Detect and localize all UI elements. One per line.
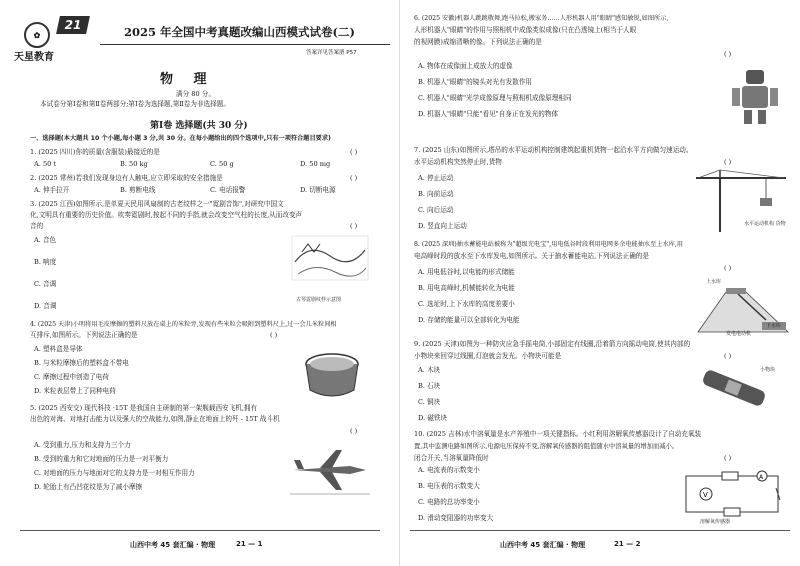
question-7-line-1: 7. (2025 山东)如图所示,塔吊的水平运动机构控制建筑起重机货物一起沿水平方向做匀速运动。 xyxy=(414,146,693,154)
answer-bracket: ( ) xyxy=(350,222,358,230)
question-2-option-d: D. 切断电源 xyxy=(300,186,336,194)
ancient-pattern-figure xyxy=(290,232,370,294)
question-3-figure-caption: 古琴霓剧纹样示意图 xyxy=(296,297,342,303)
question-7-figure-caption: 水平运动机构 货物 xyxy=(744,221,786,227)
question-6-line-1: 6. (2025 安徽)机器人跳跳敬舞,跑马拉松,搬家务……人形机器人用"眼睛"感知敏锐,如图所示, xyxy=(414,15,669,22)
question-5-option-d: D. 轮胎上有凸凹花纹是为了减小摩擦 xyxy=(34,483,143,491)
question-4-line-2: 互排斥,如图所示。下列说法正确的是 xyxy=(30,331,138,339)
answer-note: 答案详见答案册 P57 xyxy=(306,50,357,56)
question-7-option-c: C. 向后运动 xyxy=(418,206,454,214)
robot-figure xyxy=(724,66,786,128)
figure-label-lower-reservoir: 下水库 xyxy=(766,323,782,329)
answer-bracket: ( ) xyxy=(724,352,732,360)
question-1-option-b: B. 50 kg xyxy=(120,160,148,168)
question-6-option-c: C. 机器人"眼睛"光学成像原理与照相机成像原理相同 xyxy=(418,94,572,102)
question-9-option-a: A. 木块 xyxy=(418,366,441,374)
question-9-figure-caption: 小物块 xyxy=(760,367,776,373)
question-2-option-a: A. 伸手拉开 xyxy=(34,186,70,194)
question-2-stem: 2. (2025 常州)若我们发现身边有人触电,应立即采取的安全措施是 xyxy=(30,174,223,182)
answer-bracket: ( ) xyxy=(724,50,732,58)
answer-bracket: ( ) xyxy=(724,158,732,166)
question-9-option-d: D. 磁铁块 xyxy=(418,414,448,422)
question-10-option-a: A. 电流表的示数变小 xyxy=(418,466,480,474)
question-3-option-b: B. 响度 xyxy=(34,258,57,266)
answer-bracket: ( ) xyxy=(724,454,732,462)
question-10-line-1: 10. (2025 吉林)水中溶氧量是水产养殖中一项关键指标。小红利用溶解氧传感器设计了自动充氧装 xyxy=(414,430,702,438)
question-10-line-2: 置,其中监测电路如图所示,电源电压保持不变,溶解氧传感器的阻值随水中溶氧量的增加而减小。 xyxy=(414,443,679,450)
svg-text:A: A xyxy=(759,474,764,481)
answer-bracket: ( ) xyxy=(350,427,358,435)
question-3-line-3: 音的 xyxy=(30,222,44,230)
footer-series: 山西中考 45 套汇编 · 物理 xyxy=(500,541,586,549)
question-2-option-c: C. 电话报警 xyxy=(210,186,246,194)
question-3-line-2: 化,文明具有重要的历史价值。吹奏霓剧时,按起不同的手指,就会改变空气柱的长度,从而改变声 xyxy=(30,211,303,219)
right-page xyxy=(400,0,800,566)
question-3-option-c: C. 音调 xyxy=(34,280,57,288)
question-2-option-b: B. 剪断电线 xyxy=(120,186,156,194)
question-4-option-b: B. 与米粒摩擦后的塑料盒不带电 xyxy=(34,359,129,367)
question-3-line-1: 3. (2025 江西)如图所示,是单夏天民用风扇制的古老纹样之一"霓剧音饰",对研究中国文 xyxy=(30,200,284,208)
question-10-option-c: C. 电路的总功率变小 xyxy=(418,498,480,506)
question-10-option-d: D. 滑动变阻器的功率变大 xyxy=(418,514,494,522)
exam-title: 2025 年全国中考真题改编山西模式试卷(二) xyxy=(124,25,355,39)
answer-bracket: ( ) xyxy=(724,264,732,272)
answer-bracket: ( ) xyxy=(270,331,278,339)
question-3-option-d: D. 音调 xyxy=(34,302,57,310)
question-4-option-d: D. 米粒表层带上了同种电荷 xyxy=(34,387,116,395)
question-4-option-c: C. 摩擦过程中创造了电荷 xyxy=(34,373,109,381)
subject-title: 物 理 xyxy=(160,72,215,87)
question-5-option-c: C. 对地面的压力与地面对它的支持力是一对相互作用力 xyxy=(34,469,195,477)
footer-rule xyxy=(20,530,380,531)
question-3-option-a: A. 音色 xyxy=(34,236,57,244)
question-8-option-a: A. 用电低谷时,以电能的形式储能 xyxy=(418,268,515,276)
brand-name: 天星教育 xyxy=(14,52,54,63)
score-note: 满分 80 分。 xyxy=(176,90,215,98)
question-6-option-a: A. 物体在成像面上成放大的虚像 xyxy=(418,62,513,70)
question-5-line-1: 5. (2025 西安交) 现代科技 ·15T 是我国自主研制的第一架舰载西安飞机,拥有 xyxy=(30,404,258,412)
question-7-option-d: D. 竖直向上运动 xyxy=(418,222,467,230)
question-1-stem: 1. (2025 四川)你的质量(含服装)最接近的是 xyxy=(30,148,160,156)
page-number: 21 — 2 xyxy=(614,540,641,548)
question-9-line-1: 9. (2025 天津)如图为一种防灾应急手摇电筒,小部固定有线圈,沿着箭方向摇动电筒,使其内部的 xyxy=(414,340,691,348)
fighter-jet-figure xyxy=(290,440,370,496)
question-9-option-b: B. 石块 xyxy=(418,382,441,390)
question-6-line-3: 的视网膜)成缩清晰的像。下列说法正确的是 xyxy=(414,38,542,46)
svg-text:V: V xyxy=(703,491,708,499)
question-4-option-a: A. 塑料盒是导体 xyxy=(34,345,83,353)
question-5-option-b: B. 受到的重力和它对地面的压力是一对平衡力 xyxy=(34,455,169,463)
question-9-option-c: C. 铜块 xyxy=(418,398,441,406)
question-1-option-c: C. 50 g xyxy=(210,160,234,168)
question-4-line-1: 4. (2025 天津)小明将用毛皮摩擦的塑料尺放在桌上的米粒旁,发现有些米粒会吸附到塑料尺上,过一会儿米粒间相 xyxy=(30,321,337,328)
question-5-line-2: 出色的对海、对地打击能力以及强大的空战能力,如图,静止在地面上的歼 - 15T 战斗机 xyxy=(30,415,280,423)
question-8-option-b: B. 用电高峰时,机械能转化为电能 xyxy=(418,284,515,292)
figure-label-upper-reservoir: 上水库 xyxy=(706,279,722,285)
footer-series: 山西中考 45 套汇编 · 物理 xyxy=(130,541,216,549)
question-6-option-d: D. 机器人"眼睛"只能"看见"自身正在发光的物体 xyxy=(418,110,559,118)
rice-box-figure xyxy=(300,346,364,406)
page-number: 21 — 1 xyxy=(236,540,263,548)
question-9-line-2: 小物块来回穿过线圈,灯泡就会发光。小物块可能是 xyxy=(414,352,562,360)
header-divider xyxy=(100,44,390,45)
question-6-option-b: B. 机器人"眼睛"的镜头对光有发散作用 xyxy=(418,78,533,86)
question-8-option-d: D. 存储的能量可以全部转化为电能 xyxy=(418,316,520,324)
section-title: 第Ⅰ卷 选择题(共 30 分) xyxy=(150,121,248,131)
paper-description: 本试卷分第Ⅰ卷和第Ⅱ卷两部分;第Ⅰ卷为选择题,第Ⅱ卷为非选择题。 xyxy=(40,100,230,108)
question-7-line-2: 水平运动机构突然停止时,货物 xyxy=(414,158,502,166)
question-10-figure-caption: 溶解氧传感器 xyxy=(700,519,731,525)
question-5-option-a: A. 受到重力,压力和支持力三个力 xyxy=(34,441,131,449)
question-1-option-a: A. 50 t xyxy=(34,160,57,168)
question-6-line-2: 人形机器人"眼睛"的作用与照相机中成像类似成像(只在凸透镜上(相当于人眼 xyxy=(414,26,637,34)
figure-label-generator: 发电电动机 xyxy=(726,331,752,337)
answer-bracket: ( ) xyxy=(350,148,358,156)
question-10-line-3: 闭合开关,当溶氧量降低时 xyxy=(414,454,489,462)
question-7-option-b: B. 向前运动 xyxy=(418,190,454,198)
question-8-line-2: 电高峰时段的放水至下水库发电,如图所示。关于抽水蓄能电站,下列说法正确的是 xyxy=(414,252,649,260)
paper-number-badge: 21 xyxy=(56,16,90,34)
question-8-line-1: 8. (2025 深圳)抽水蓄能电站被称为"超级充电宝",用电低谷时段利用电网多余电能抽水至上水库,用 xyxy=(414,241,683,248)
footer-rule xyxy=(410,530,790,531)
section-instruction: 一、选择题(本大题共 10 个小题,每小题 3 分,共 30 分。在每小题给出的四个选项中,只有一项符合题目要求) xyxy=(30,135,331,142)
answer-bracket: ( ) xyxy=(350,174,358,182)
question-7-option-a: A. 停止运动 xyxy=(418,174,454,182)
circuit-diagram-figure xyxy=(676,470,788,522)
brand-logo-icon: ✿ xyxy=(24,22,50,48)
question-10-option-b: B. 电压表的示数变大 xyxy=(418,482,480,490)
question-8-option-c: C. 选址时,上下水库的高度差要小 xyxy=(418,300,515,308)
question-1-option-d: D. 50 mg xyxy=(300,160,331,168)
